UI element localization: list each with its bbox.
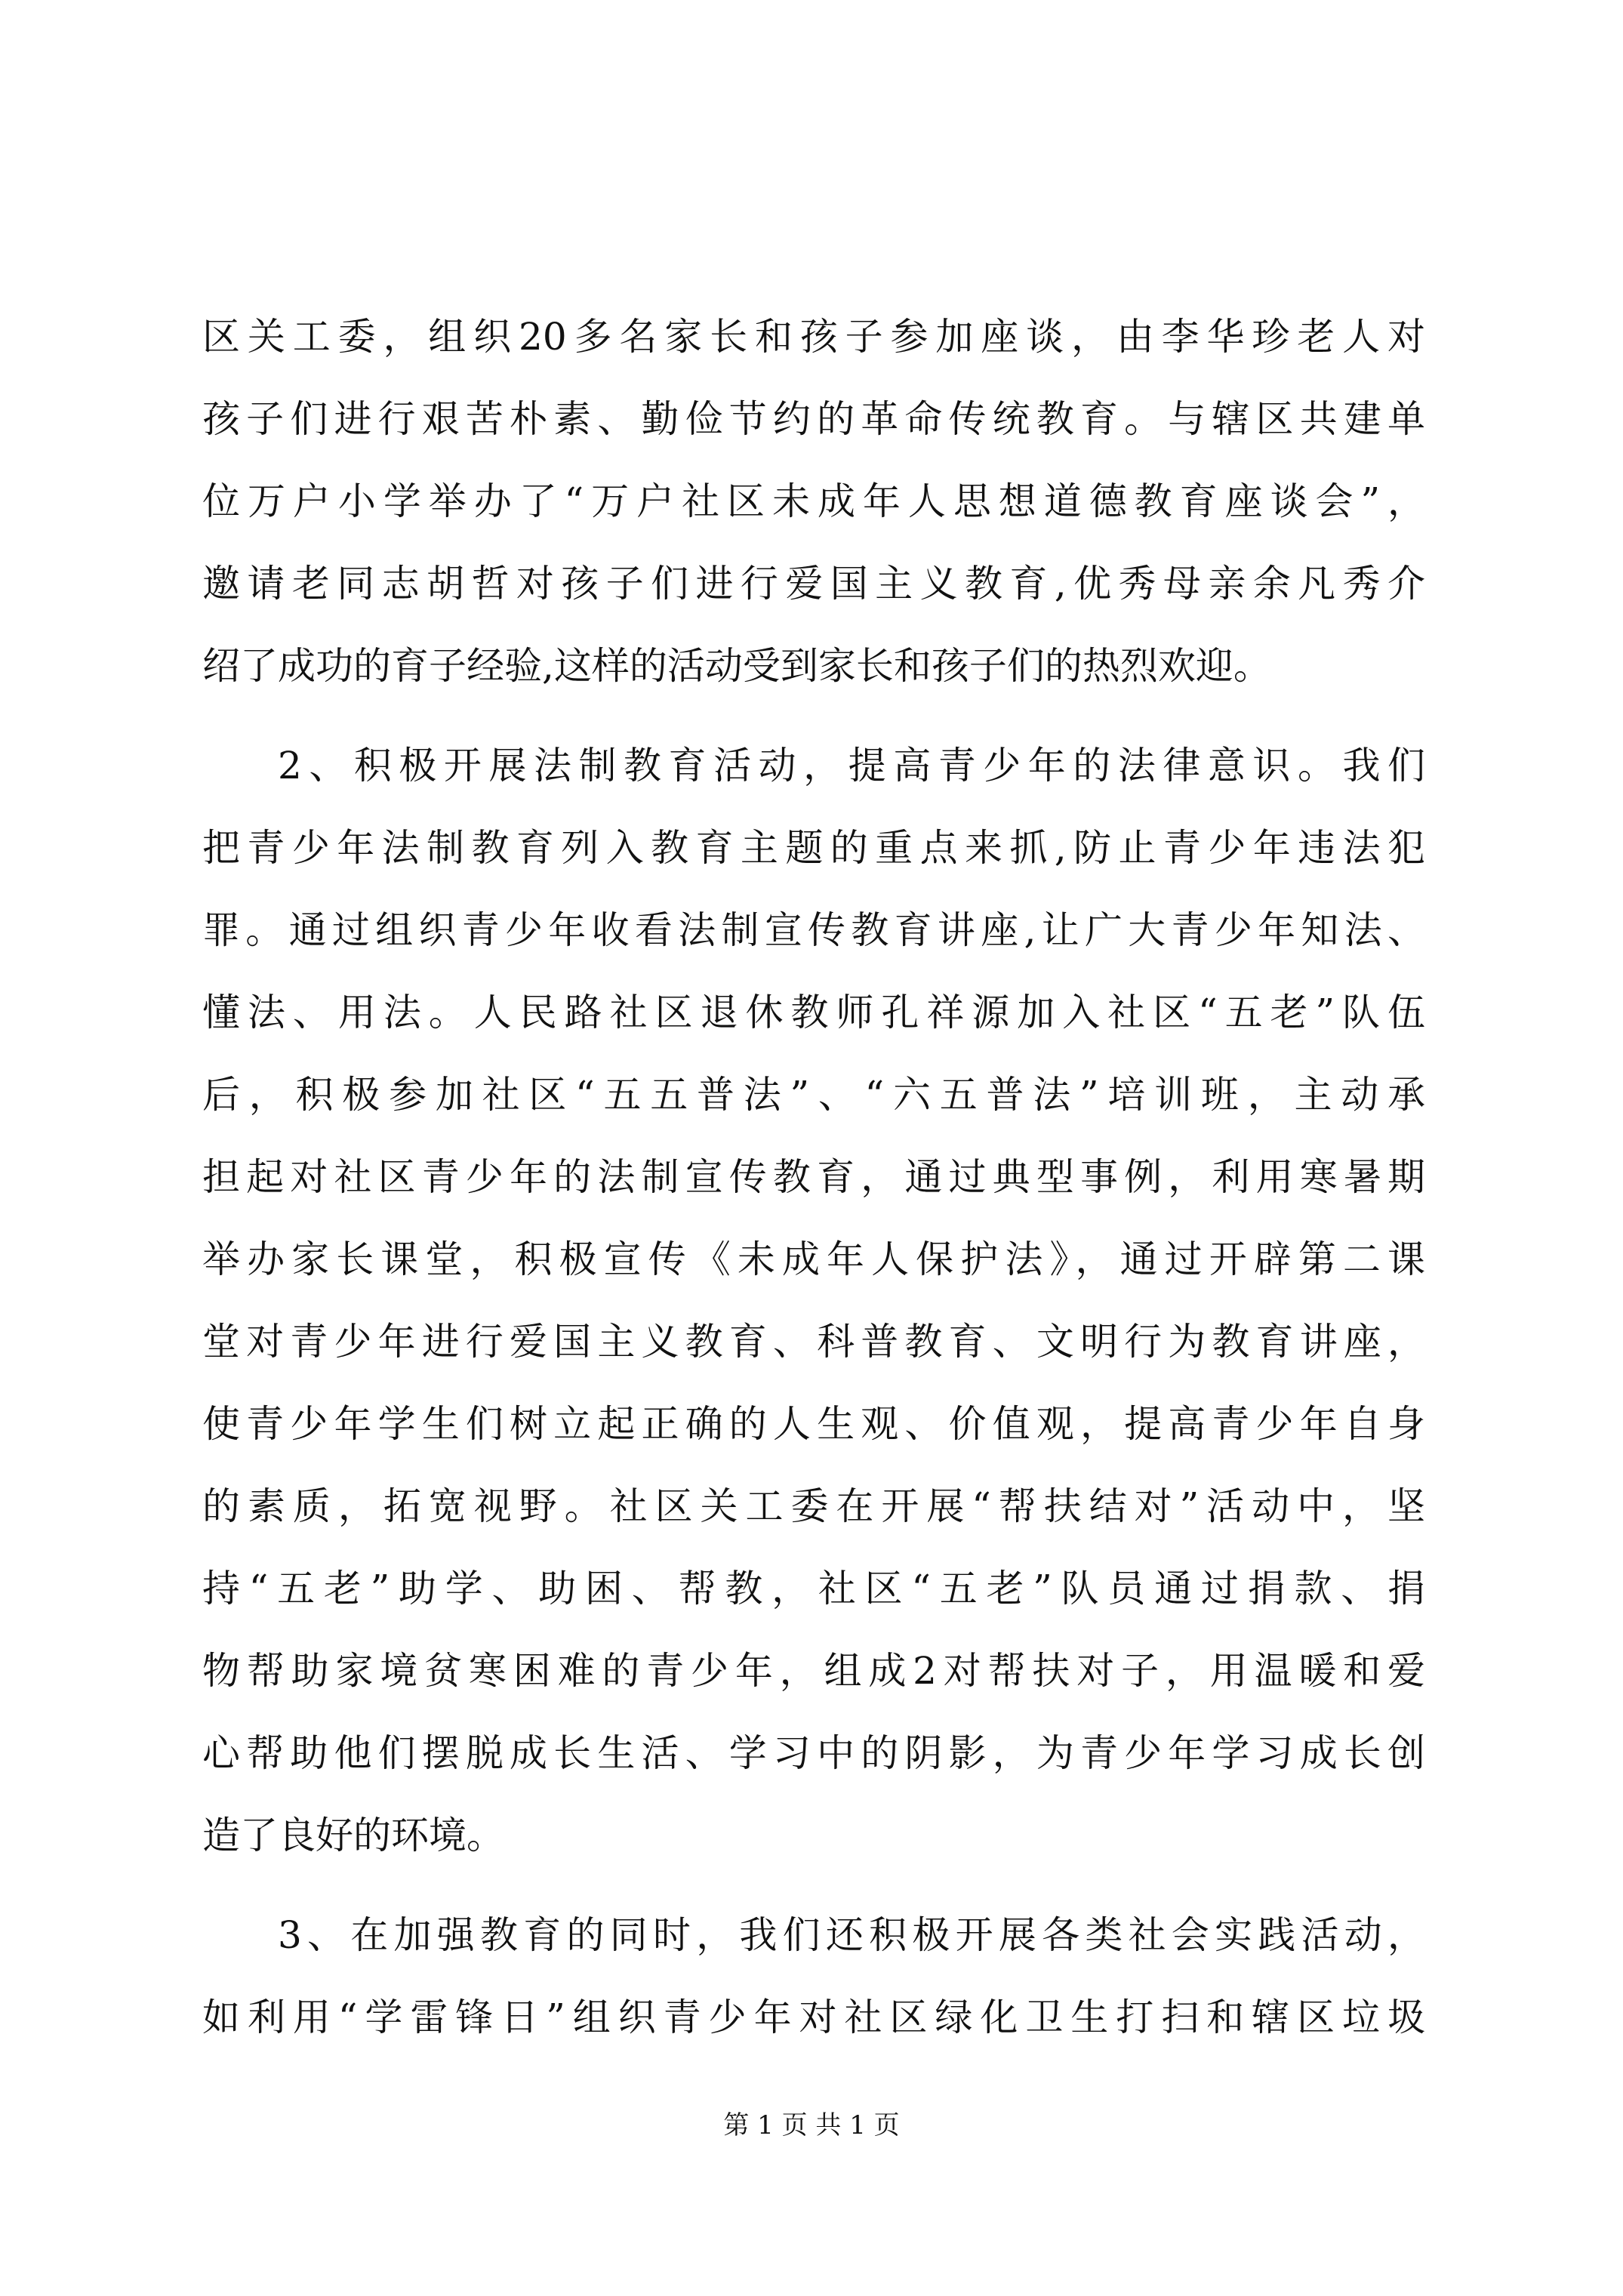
text-line: 物帮助家境贫寒困难的青少年，组成2对帮扶对子，用温暖和爱 <box>202 1649 1425 1693</box>
text-line: 心帮助他们摆脱成长生活、学习中的阴影，为青少年学习成长创 <box>202 1731 1425 1775</box>
text-line: 区关工委，组织20多名家长和孩子参加座谈，由李华珍老人对 <box>202 315 1425 359</box>
text-line: 造了良好的环境。 <box>202 1814 504 1857</box>
text-line: 后，积极参加社区“五五普法”、“六五普法”培训班，主动承 <box>202 1073 1425 1117</box>
text-line: 3、在加强教育的同时，我们还积极开展各类社会实践活动， <box>278 1913 1425 1957</box>
text-line: 担起对社区青少年的法制宣传教育，通过典型事例，利用寒暑期 <box>202 1155 1425 1199</box>
page-footer: 第 1 页 共 1 页 <box>723 2110 900 2140</box>
text-line: 如利用“学雷锋日”组织青少年对社区绿化卫生打扫和辖区垃圾 <box>202 1996 1425 2039</box>
text-line: 把青少年法制教育列入教育主题的重点来抓,防止青少年违法犯 <box>202 826 1425 870</box>
text-line: 邀请老同志胡哲对孩子们进行爱国主义教育,优秀母亲余凡秀介 <box>202 562 1425 606</box>
paragraph-spacer <box>202 1877 1425 1894</box>
text-line: 持“五老”助学、助困、帮教，社区“五老”队员通过捐款、捐 <box>202 1567 1425 1610</box>
document-body <box>202 296 1425 2059</box>
text-line: 懂法、用法。人民路社区退休教师孔祥源加入社区“五老”队伍 <box>202 991 1425 1034</box>
text-line: 2、积极开展法制教育活动，提高青少年的法律意识。我们 <box>278 744 1425 787</box>
text-line: 孩子们进行艰苦朴素、勤俭节约的革命传统教育。与辖区共建单 <box>202 397 1425 441</box>
text-line: 的素质，拓宽视野。社区关工委在开展“帮扶结对”活动中，坚 <box>202 1484 1425 1528</box>
paragraph-3 <box>202 1894 1425 2059</box>
paragraph-2 <box>202 725 1425 1877</box>
paragraph-spacer <box>202 707 1425 725</box>
paragraph-1 <box>202 296 1425 707</box>
text-line: 罪。通过组织青少年收看法制宣传教育讲座,让广大青少年知法、 <box>202 908 1425 952</box>
text-line: 使青少年学生们树立起正确的人生观、价值观，提高青少年自身 <box>202 1402 1425 1446</box>
text-line: 堂对青少年进行爱国主义教育、科普教育、文明行为教育讲座， <box>202 1320 1425 1364</box>
text-line: 位万户小学举办了“万户社区未成年人思想道德教育座谈会”， <box>202 479 1425 523</box>
text-line: 举办家长课堂，积极宣传《未成年人保护法》，通过开辟第二课 <box>202 1237 1425 1281</box>
text-line: 绍了成功的育子经验,这样的活动受到家长和孩子们的热烈欢迎。 <box>202 644 1271 688</box>
